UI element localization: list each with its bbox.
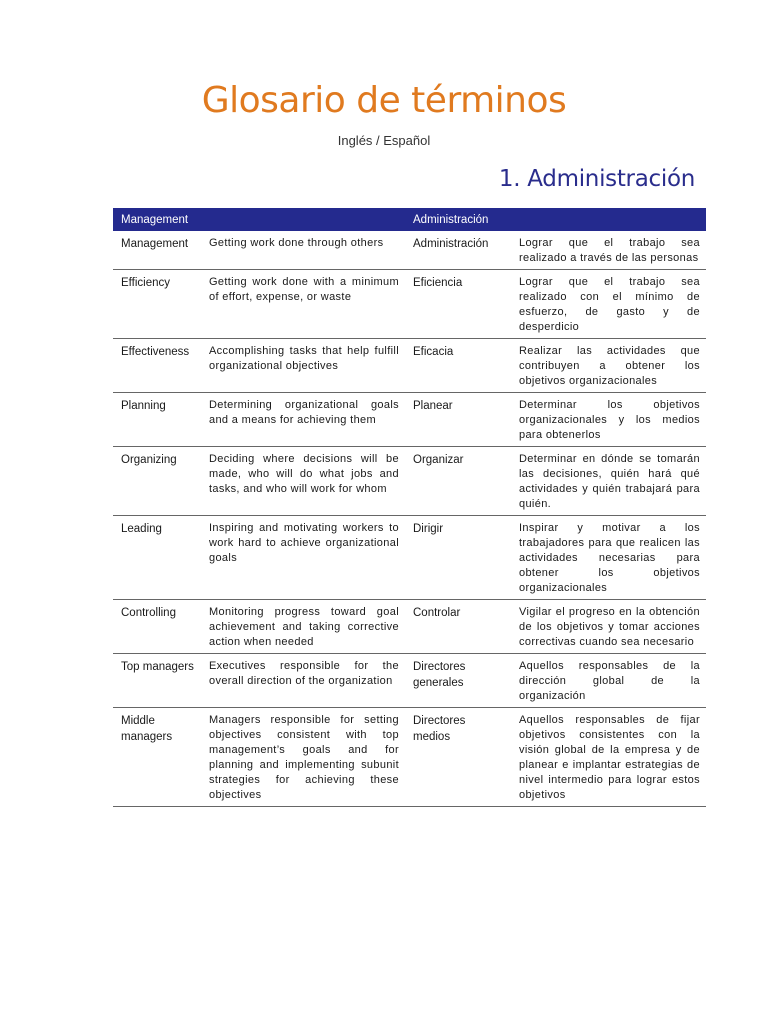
section-heading: 1. Administración <box>498 166 695 192</box>
english-definition: Executives responsible for the overall direction of the organization <box>201 654 405 708</box>
english-definition: Getting work done with a minimum of effort, expense, or waste <box>201 270 405 339</box>
spanish-definition: Aquellos responsables de la dirección global de la organización <box>511 654 706 708</box>
english-definition: Inspiring and motivating workers to work hard to achieve organizational goals <box>201 516 405 600</box>
english-term: Effectiveness <box>113 339 201 393</box>
spanish-term: Organizar <box>405 447 511 516</box>
glossary-table <box>113 208 706 807</box>
english-term: Top managers <box>113 654 201 708</box>
document-subtitle: Inglés / Español <box>337 133 431 148</box>
spanish-definition: Realizar las actividades que contribuyen a obtener los objetivos organizacionales <box>511 339 706 393</box>
header-english-term: Management <box>113 208 201 231</box>
table-row <box>113 393 706 447</box>
english-term: Middle managers <box>113 708 201 807</box>
english-definition: Monitoring progress toward goal achievement and taking corrective action when needed <box>201 600 405 654</box>
spanish-definition: Vigilar el progreso en la obtención de los objetivos y tomar acciones correctivas cuando sea necesario <box>511 600 706 654</box>
table-header-row <box>113 208 706 231</box>
table-row <box>113 654 706 708</box>
english-term: Management <box>113 231 201 270</box>
english-definition: Deciding where decisions will be made, who will do what jobs and tasks, and who will work for whom <box>201 447 405 516</box>
table-row <box>113 270 706 339</box>
spanish-term: Planear <box>405 393 511 447</box>
spanish-term: Eficiencia <box>405 270 511 339</box>
spanish-definition: Determinar en dónde se tomarán las decisiones, quién hará qué actividades y quién trabajará para quién. <box>511 447 706 516</box>
english-term: Controlling <box>113 600 201 654</box>
header-spanish-definition <box>511 208 706 231</box>
spanish-term: Directores medios <box>405 708 511 807</box>
spanish-definition: Aquellos responsables de fijar objetivos consistentes con la visión global de la empresa y de planear e implantar estrategias de nivel intermedio para lograr estos objetivos <box>511 708 706 807</box>
english-term: Leading <box>113 516 201 600</box>
spanish-definition: Lograr que el trabajo sea realizado a través de las personas <box>511 231 706 270</box>
english-definition: Managers responsible for setting objectives consistent with top management’s goals and for planning and implementing subunit strategies for achieving these objectives <box>201 708 405 807</box>
english-definition: Getting work done through others <box>201 231 405 270</box>
spanish-definition: Inspirar y motivar a los trabajadores para que realicen las actividades necesarias para obtener los objetivos organizacionales <box>511 516 706 600</box>
table-row <box>113 708 706 807</box>
spanish-term: Eficacia <box>405 339 511 393</box>
english-definition: Determining organizational goals and a means for achieving them <box>201 393 405 447</box>
table-row <box>113 516 706 600</box>
spanish-term: Controlar <box>405 600 511 654</box>
spanish-definition: Lograr que el trabajo sea realizado con el mínimo de esfuerzo, de gasto y de desperdicio <box>511 270 706 339</box>
english-term: Efficiency <box>113 270 201 339</box>
table-row <box>113 231 706 270</box>
english-definition: Accomplishing tasks that help fulfill organizational objectives <box>201 339 405 393</box>
english-term: Organizing <box>113 447 201 516</box>
table-row <box>113 600 706 654</box>
spanish-term: Dirigir <box>405 516 511 600</box>
document-title: Glosario de términos <box>201 80 567 121</box>
spanish-term: Directores generales <box>405 654 511 708</box>
table-row <box>113 339 706 393</box>
spanish-definition: Determinar los objetivos organizacionales y los medios para obtenerlos <box>511 393 706 447</box>
header-english-definition <box>201 208 405 231</box>
table-row <box>113 447 706 516</box>
spanish-term: Administración <box>405 231 511 270</box>
english-term: Planning <box>113 393 201 447</box>
header-spanish-term: Administración <box>405 208 511 231</box>
